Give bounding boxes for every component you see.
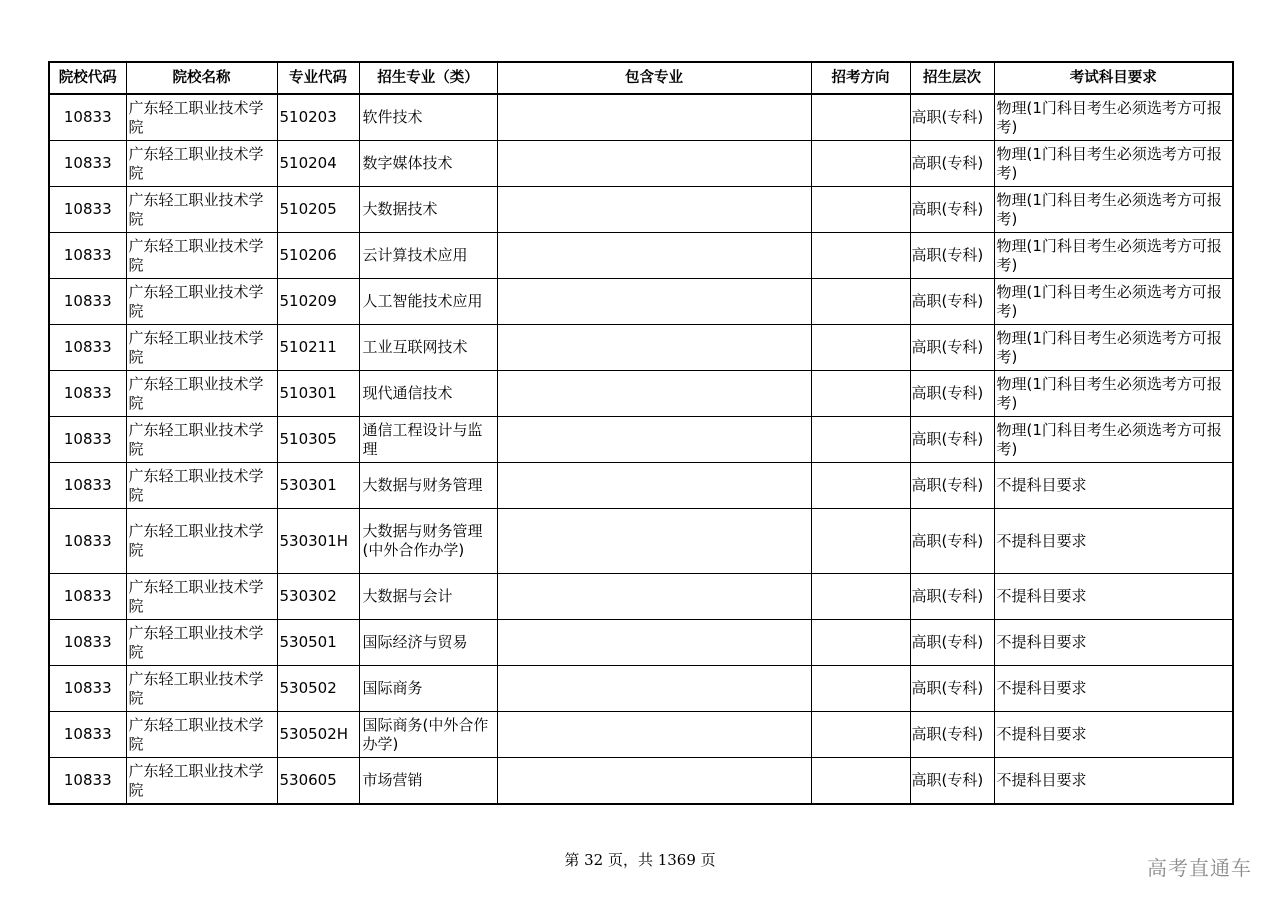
cell-included-majors — [497, 712, 811, 758]
cell-level: 高职(专科) — [910, 371, 994, 417]
table-row — [49, 463, 1233, 509]
table-body — [49, 94, 1233, 804]
cell-school-name: 广东轻工职业技术学院 — [126, 233, 277, 279]
cell-requirement: 物理(1门科目考生必须选考方可报考) — [994, 187, 1233, 233]
cell-major: 现代通信技术 — [359, 371, 497, 417]
cell-included-majors — [497, 94, 811, 141]
admissions-table — [48, 61, 1234, 805]
header-direction: 招考方向 — [811, 62, 910, 94]
cell-included-majors — [497, 325, 811, 371]
cell-major: 通信工程设计与监理 — [359, 417, 497, 463]
cell-level: 高职(专科) — [910, 758, 994, 805]
header-school-name: 院校名称 — [126, 62, 277, 94]
cell-direction — [811, 233, 910, 279]
cell-direction — [811, 325, 910, 371]
page-number: 第 32 页，共 1369 页 — [564, 851, 716, 869]
cell-school-name: 广东轻工职业技术学院 — [126, 325, 277, 371]
cell-major-code: 530301 — [277, 463, 359, 509]
table-row — [49, 509, 1233, 574]
cell-major: 工业互联网技术 — [359, 325, 497, 371]
cell-school-code: 10833 — [49, 233, 126, 279]
cell-direction — [811, 758, 910, 805]
cell-requirement: 物理(1门科目考生必须选考方可报考) — [994, 325, 1233, 371]
table-row — [49, 141, 1233, 187]
table-row — [49, 758, 1233, 805]
cell-level: 高职(专科) — [910, 141, 994, 187]
cell-requirement: 不提科目要求 — [994, 620, 1233, 666]
cell-direction — [811, 94, 910, 141]
header-included-majors: 包含专业 — [497, 62, 811, 94]
cell-level: 高职(专科) — [910, 509, 994, 574]
cell-level: 高职(专科) — [910, 94, 994, 141]
cell-level: 高职(专科) — [910, 712, 994, 758]
cell-requirement: 不提科目要求 — [994, 758, 1233, 805]
cell-major: 国际经济与贸易 — [359, 620, 497, 666]
table-row — [49, 666, 1233, 712]
cell-school-code: 10833 — [49, 463, 126, 509]
cell-included-majors — [497, 417, 811, 463]
cell-direction — [811, 463, 910, 509]
header-school-code: 院校代码 — [49, 62, 126, 94]
cell-school-name: 广东轻工职业技术学院 — [126, 417, 277, 463]
cell-major-code: 530502 — [277, 666, 359, 712]
cell-school-code: 10833 — [49, 574, 126, 620]
cell-major-code: 510206 — [277, 233, 359, 279]
table-header-row — [49, 62, 1233, 94]
table-row — [49, 371, 1233, 417]
cell-school-name: 广东轻工职业技术学院 — [126, 463, 277, 509]
header-level: 招生层次 — [910, 62, 994, 94]
cell-requirement: 物理(1门科目考生必须选考方可报考) — [994, 233, 1233, 279]
cell-major: 大数据技术 — [359, 187, 497, 233]
cell-level: 高职(专科) — [910, 187, 994, 233]
table-row — [49, 574, 1233, 620]
cell-major: 大数据与财务管理 — [359, 463, 497, 509]
cell-major-code: 510203 — [277, 94, 359, 141]
cell-major: 国际商务 — [359, 666, 497, 712]
cell-school-code: 10833 — [49, 94, 126, 141]
cell-direction — [811, 712, 910, 758]
cell-requirement: 不提科目要求 — [994, 712, 1233, 758]
cell-school-code: 10833 — [49, 141, 126, 187]
cell-level: 高职(专科) — [910, 279, 994, 325]
cell-direction — [811, 666, 910, 712]
cell-major-code: 530501 — [277, 620, 359, 666]
cell-school-code: 10833 — [49, 509, 126, 574]
header-major: 招生专业（类） — [359, 62, 497, 94]
cell-major-code: 530502H — [277, 712, 359, 758]
table-row — [49, 712, 1233, 758]
cell-included-majors — [497, 141, 811, 187]
cell-level: 高职(专科) — [910, 620, 994, 666]
watermark-text: 高考直通车 — [1147, 856, 1252, 880]
cell-major: 大数据与会计 — [359, 574, 497, 620]
cell-level: 高职(专科) — [910, 574, 994, 620]
table-row — [49, 325, 1233, 371]
cell-included-majors — [497, 620, 811, 666]
cell-major: 软件技术 — [359, 94, 497, 141]
cell-school-name: 广东轻工职业技术学院 — [126, 141, 277, 187]
cell-school-name: 广东轻工职业技术学院 — [126, 620, 277, 666]
table-row — [49, 233, 1233, 279]
cell-school-code: 10833 — [49, 666, 126, 712]
cell-major: 市场营销 — [359, 758, 497, 805]
cell-requirement: 物理(1门科目考生必须选考方可报考) — [994, 371, 1233, 417]
cell-requirement: 物理(1门科目考生必须选考方可报考) — [994, 94, 1233, 141]
cell-direction — [811, 417, 910, 463]
cell-school-code: 10833 — [49, 371, 126, 417]
cell-school-name: 广东轻工职业技术学院 — [126, 187, 277, 233]
cell-direction — [811, 574, 910, 620]
cell-major-code: 510211 — [277, 325, 359, 371]
cell-school-name: 广东轻工职业技术学院 — [126, 509, 277, 574]
cell-direction — [811, 141, 910, 187]
cell-school-name: 广东轻工职业技术学院 — [126, 94, 277, 141]
cell-school-code: 10833 — [49, 758, 126, 805]
cell-direction — [811, 509, 910, 574]
cell-major-code: 510205 — [277, 187, 359, 233]
cell-school-code: 10833 — [49, 417, 126, 463]
cell-school-code: 10833 — [49, 187, 126, 233]
cell-major-code: 510301 — [277, 371, 359, 417]
cell-requirement: 物理(1门科目考生必须选考方可报考) — [994, 141, 1233, 187]
cell-included-majors — [497, 371, 811, 417]
cell-direction — [811, 279, 910, 325]
cell-level: 高职(专科) — [910, 325, 994, 371]
cell-major-code: 510209 — [277, 279, 359, 325]
cell-major: 人工智能技术应用 — [359, 279, 497, 325]
cell-included-majors — [497, 233, 811, 279]
cell-level: 高职(专科) — [910, 463, 994, 509]
cell-level: 高职(专科) — [910, 233, 994, 279]
cell-major-code: 530302 — [277, 574, 359, 620]
cell-requirement: 不提科目要求 — [994, 509, 1233, 574]
table-row — [49, 620, 1233, 666]
cell-school-name: 广东轻工职业技术学院 — [126, 371, 277, 417]
cell-major-code: 530605 — [277, 758, 359, 805]
cell-included-majors — [497, 187, 811, 233]
cell-direction — [811, 371, 910, 417]
table-row — [49, 279, 1233, 325]
cell-major-code: 530301H — [277, 509, 359, 574]
cell-school-code: 10833 — [49, 620, 126, 666]
cell-school-name: 广东轻工职业技术学院 — [126, 758, 277, 805]
cell-requirement: 不提科目要求 — [994, 463, 1233, 509]
cell-school-name: 广东轻工职业技术学院 — [126, 712, 277, 758]
cell-included-majors — [497, 279, 811, 325]
table-row — [49, 94, 1233, 141]
header-requirement: 考试科目要求 — [994, 62, 1233, 94]
cell-school-name: 广东轻工职业技术学院 — [126, 279, 277, 325]
table-row — [49, 187, 1233, 233]
cell-level: 高职(专科) — [910, 666, 994, 712]
cell-requirement: 物理(1门科目考生必须选考方可报考) — [994, 417, 1233, 463]
cell-requirement: 物理(1门科目考生必须选考方可报考) — [994, 279, 1233, 325]
cell-major: 数字媒体技术 — [359, 141, 497, 187]
cell-requirement: 不提科目要求 — [994, 574, 1233, 620]
cell-school-code: 10833 — [49, 279, 126, 325]
cell-direction — [811, 620, 910, 666]
cell-school-name: 广东轻工职业技术学院 — [126, 666, 277, 712]
cell-major: 云计算技术应用 — [359, 233, 497, 279]
cell-included-majors — [497, 463, 811, 509]
cell-school-code: 10833 — [49, 325, 126, 371]
cell-level: 高职(专科) — [910, 417, 994, 463]
cell-direction — [811, 187, 910, 233]
cell-major-code: 510204 — [277, 141, 359, 187]
table-row — [49, 417, 1233, 463]
cell-included-majors — [497, 574, 811, 620]
cell-included-majors — [497, 758, 811, 805]
cell-school-code: 10833 — [49, 712, 126, 758]
cell-included-majors — [497, 666, 811, 712]
cell-major-code: 510305 — [277, 417, 359, 463]
cell-included-majors — [497, 509, 811, 574]
cell-school-name: 广东轻工职业技术学院 — [126, 574, 277, 620]
cell-major: 国际商务(中外合作办学) — [359, 712, 497, 758]
cell-requirement: 不提科目要求 — [994, 666, 1233, 712]
header-major-code: 专业代码 — [277, 62, 359, 94]
cell-major: 大数据与财务管理(中外合作办学) — [359, 509, 497, 574]
